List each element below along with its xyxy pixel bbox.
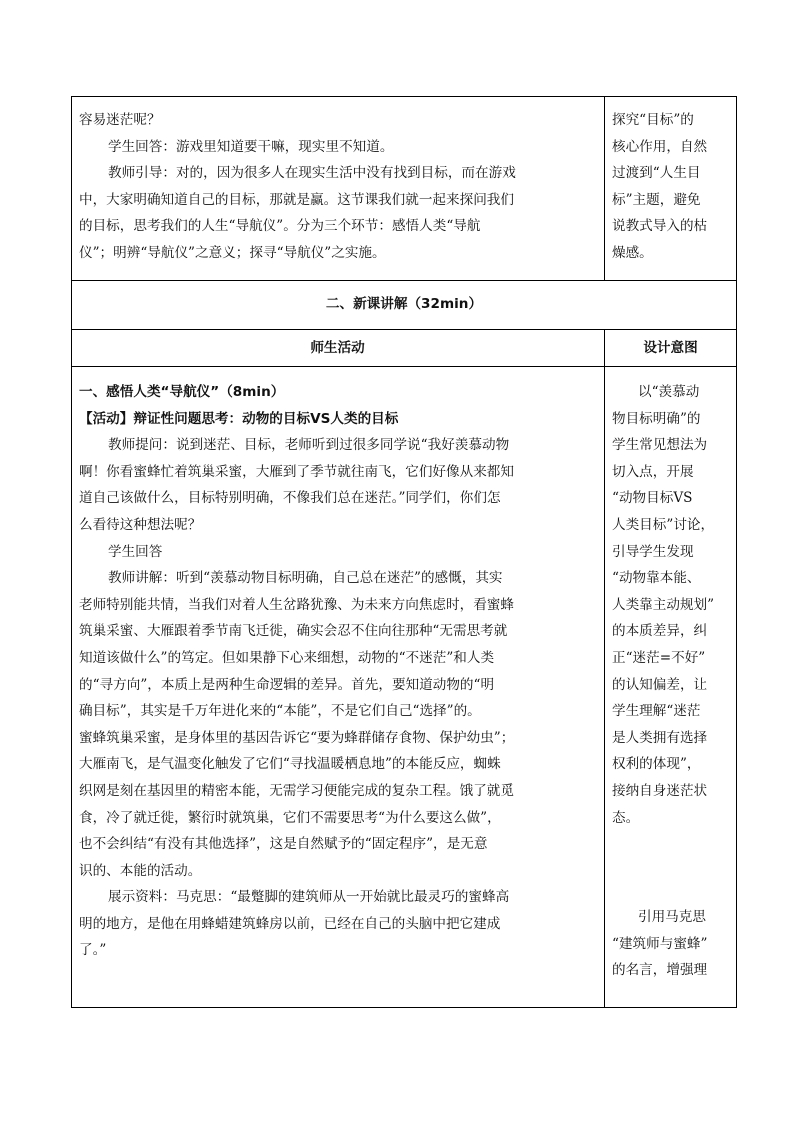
lecture-line: 教师讲解：听到“羡慕动物目标明确，自己总在迷茫”的感慨，其实 [108,570,503,587]
lecture-line: 知道该做什么”的笃定。但如果静下心来细想，动物的“不迷茫”和人类 [79,649,495,666]
section-title: 二、新课讲解（32min） [325,296,483,312]
intro-line: 仪”；明辨“导航仪”之意义；探寻“导航仪”之实施。 [79,244,386,261]
intent-line: 权利的体现”， [612,756,701,773]
material-line: 了。” [79,942,107,959]
lecture-line: 织网是刻在基因里的精密本能，无需学习便能完成的复杂工程。饿了就觅 [79,782,514,799]
lecture-line: 老师特别能共情，当我们对着人生岔路犹豫、为未来方向焦虑时，看蜜蜂 [79,596,514,613]
lecture-line: 筑巢采蜜、大雁跟着季节南飞迁徙，确实会忍不住向往那种“无需思考就 [79,623,508,640]
question-line: 道自己该做什么，目标特别明确，不像我们总在迷茫。”同学们，你们怎 [79,490,501,507]
intro-line: 的目标，思考我们的人生“导航仪”。分为三个环节：感悟人类“导航 [79,218,481,235]
intent-line: “建筑师与蜜蜂” [612,935,708,952]
intro-intent-cell [612,107,734,267]
intent-line: 学生常见想法为 [612,437,708,454]
intent-line: 以“羡慕动 [638,384,700,400]
question-line: 啊！你看蜜蜂忙着筑巢采蜜，大雁到了季节就往南飞，它们好像从来都知 [79,463,514,480]
intent-line: 的名言，增强理 [612,962,708,979]
intent-line: 物目标明确”的 [612,410,701,427]
lecture-line: 食，冷了就迁徙，繁衍时就筑巢，它们不需要思考“为什么要这么做”， [79,809,501,826]
row-divider [71,366,737,367]
intent-line: 是人类拥有选择 [612,729,708,746]
intent-line: 正“迷茫=不好” [612,649,706,666]
intent-line: 引用马克思 [638,909,706,925]
intent-line: 学生理解“迷茫 [612,703,701,720]
table-border-right [736,96,737,1008]
table-border-bottom [71,1007,737,1008]
header-intent: 设计意图 [643,340,698,356]
main-activity-cell [79,379,599,964]
row-divider [71,329,737,330]
table-border-top [71,96,737,97]
quote-intent-cell [612,904,734,984]
lesson-plan-table [71,96,737,1008]
intent-line: 的认知偏差，让 [612,676,708,693]
intent-line: 接纳自身迷茫状 [612,782,708,799]
intent-line: 核心作用，自然 [612,138,708,155]
lecture-line: 也不会纠结“有没有其他选择”，这是自然赋予的“固定程序”，是无意 [79,836,488,853]
material-line: 明的地方，是他在用蜂蜡建筑蜂房以前，已经在自己的头脑中把它建成 [79,915,501,932]
lecture-line: 的“寻方向”，本质上是两种生命逻辑的差异。首先，要知道动物的“明 [79,676,495,693]
lecture-line: 蜜蜂筑巢采蜜，是身体里的基因告诉它“要为蜂群储存食物、保护幼虫”； [79,729,515,746]
intent-line: 过渡到“人生目 [612,165,701,182]
intent-line: 态。 [612,809,640,826]
intent-line: 引导学生发现 [612,543,694,560]
intent-line: “动物目标VS [612,490,693,507]
intent-line: 探究“目标”的 [612,112,694,128]
main-intent-cell [612,379,734,831]
question-line: 教师提问：说到迷茫、目标，老师听到过很多同学说“我好羡慕动物 [108,437,510,454]
lecture-line: 大雁南飞，是气温变化触发了它们“寻找温暖栖息地”的本能反应，蜘蛛 [79,756,501,773]
intent-line: 燥感。 [612,244,653,261]
activity-heading: 【活动】辩证性问题思考：动物的目标VS人类的目标 [79,410,399,427]
intent-line: 人类目标”讨论， [612,516,715,533]
intent-line: 的本质差异，纠 [612,623,708,640]
intent-line: 说教式导入的枯 [612,218,708,235]
intro-line: 教师引导：对的，因为很多人在现实生活中没有找到目标，而在游戏 [108,165,516,182]
section-heading: 一、感悟人类“导航仪”（8min） [79,384,285,400]
table-border-left [71,96,72,1008]
intro-line: 容易迷茫呢？ [79,112,161,128]
lecture-line: 识的、本能的活动。 [79,862,202,879]
intent-line: “动物靠本能、 [612,570,701,587]
intro-line: 中，大家明确知道自己的目标，那就是赢。这节课我们就一起来探问我们 [79,191,514,208]
intro-activity-cell [79,107,599,267]
question-line: 么看待这种想法呢？ [79,516,202,533]
intro-line: 学生回答：游戏里知道要干嘛，现实里不知道。 [108,138,394,155]
lecture-line: 确目标”，其实是千万年进化来的“本能”，不是它们自己“选择”的。 [79,703,481,720]
material-line: 展示资料：马克思：“最蹩脚的建筑师从一开始就比最灵巧的蜜蜂高 [108,889,510,906]
header-activity: 师生活动 [310,340,365,356]
intent-line: 人类靠主动规划” [612,596,715,613]
column-divider [604,329,605,1008]
intent-line: 标”主题，避免 [612,191,701,208]
intent-line: 切入点，开展 [612,463,694,480]
column-divider [604,96,605,280]
student-answer: 学生回答 [108,543,163,560]
row-divider [71,280,737,281]
